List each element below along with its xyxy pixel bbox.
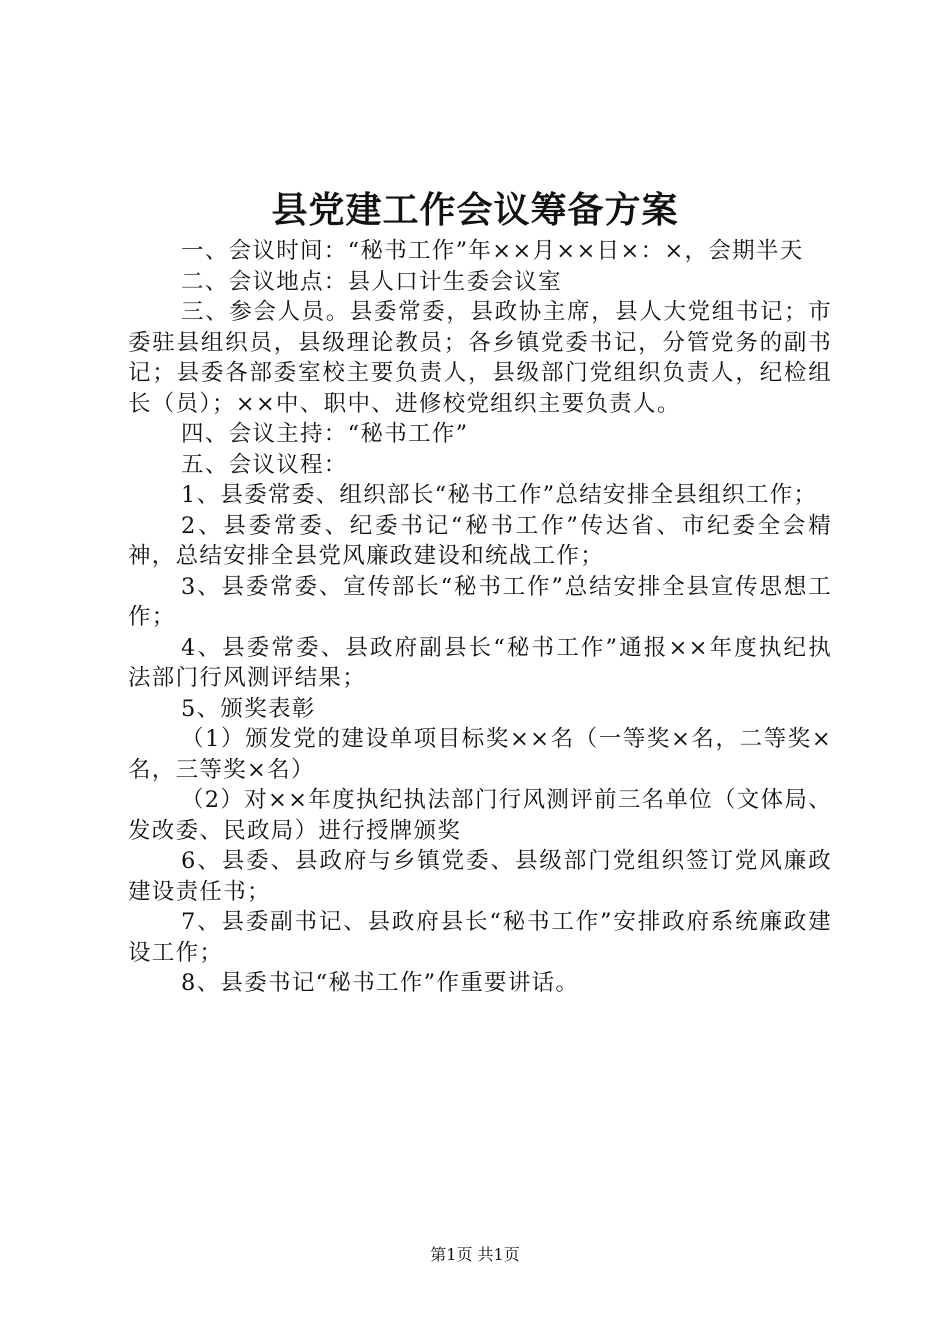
agenda-item-5-sub-1: （1）颁发党的建设单项目标奖××名（一等奖×名，二等奖×名，三等奖×名）	[128, 726, 832, 783]
page-footer: 第1页 共1页	[430, 1245, 520, 1264]
paragraph-meeting-place: 二、会议地点：县人口计生委会议室	[181, 268, 562, 295]
paragraph-agenda-heading: 五、会议议程：	[181, 451, 348, 478]
agenda-item-5: 5、颁奖表彰	[181, 695, 316, 722]
agenda-item-2: 2、县委常委、纪委书记“秘书工作”传达省、市纪委全会精神，总结安排全县党风廉政建设和统战工作；	[128, 512, 832, 569]
paragraph-attendees: 三、参会人员。县委常委，县政协主席，县人大党组书记；市委驻县组织员，县级理论教员；各乡镇党委书记，分管党务的副书记；县委各部委室校主要负责人，县级部门党组织负责人，纪检组长（员）；××中、职中、进修校党组织主要负责人。	[128, 299, 832, 417]
agenda-item-8: 8、县委书记“秘书工作”作重要讲话。	[181, 970, 580, 996]
paragraph-meeting-time: 一、会议时间：“秘书工作”年××月××日×：×，会期半天	[181, 238, 804, 264]
document-title: 县党建工作会议筹备方案	[271, 189, 679, 231]
agenda-item-4: 4、县委常委、县政府副县长“秘书工作”通报××年度执纪执法部门行风测评结果；	[128, 634, 832, 691]
agenda-item-7: 7、县委副书记、县政府县长“秘书工作”安排政府系统廉政建设工作；	[128, 909, 832, 966]
agenda-item-1: 1、县委常委、组织部长“秘书工作”总结安排全县组织工作；	[181, 482, 818, 508]
agenda-item-5-sub-2: （2）对××年度执纪执法部门行风测评前三名单位（文体局、发改委、民政局）进行授牌颁奖	[128, 787, 832, 844]
agenda-item-6: 6、县委、县政府与乡镇党委、县级部门党组织签订党风廉政建设责任书；	[128, 848, 832, 905]
document-body	[128, 236, 832, 999]
paragraph-meeting-host: 四、会议主持：“秘书工作”	[181, 421, 469, 447]
agenda-item-3: 3、县委常委、宣传部长“秘书工作”总结安排全县宣传思想工作；	[128, 573, 832, 630]
